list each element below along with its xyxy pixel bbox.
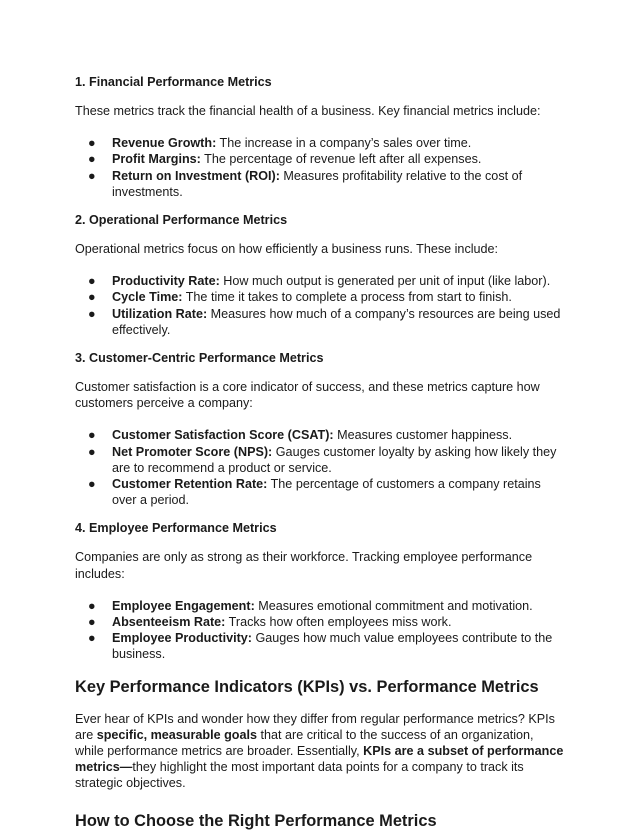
item-term: Customer Retention Rate: bbox=[112, 477, 268, 492]
item-desc: How much output is generated per unit of input (like labor). bbox=[219, 274, 551, 289]
choose-metrics-heading: How to Choose the Right Performance Metrics bbox=[75, 811, 437, 830]
section-intro: Operational metrics focus on how efficiently a business runs. These include: bbox=[75, 242, 499, 257]
list-item bbox=[75, 168, 565, 200]
section-heading: 1. Financial Performance Metrics bbox=[75, 75, 272, 89]
item-term: Utilization Rate: bbox=[112, 306, 208, 321]
section-heading: 2. Operational Performance Metrics bbox=[75, 213, 288, 228]
bullet-list bbox=[75, 135, 565, 200]
bullet-list bbox=[75, 598, 565, 663]
bullet-icon: ● bbox=[88, 615, 96, 630]
item-term: Revenue Growth: bbox=[112, 136, 217, 151]
kpi-bold-2: KPIs are a subset of performance metrics— bbox=[75, 744, 564, 775]
item-term: Profit Margins: bbox=[112, 152, 201, 167]
list-item bbox=[75, 598, 565, 614]
item-desc: Measures customer happiness. bbox=[333, 428, 513, 443]
item-desc: Tracks how often employees miss work. bbox=[225, 615, 452, 630]
list-item bbox=[75, 273, 565, 289]
bullet-list bbox=[75, 273, 565, 338]
bullet-icon: ● bbox=[88, 306, 96, 321]
item-desc: Gauges customer loyalty by asking how likely they are to recommend a product or service. bbox=[112, 444, 557, 475]
kpi-section-heading: Key Performance Indicators (KPIs) vs. Performance Metrics bbox=[75, 677, 539, 696]
item-term: Customer Satisfaction Score (CSAT): bbox=[112, 428, 334, 443]
item-term: Return on Investment (ROI): bbox=[112, 168, 280, 183]
list-item bbox=[75, 630, 565, 662]
bullet-icon: ● bbox=[88, 136, 96, 151]
list-item bbox=[75, 151, 565, 167]
section-intro: Customer satisfaction is a core indicator of success, and these metrics capture how customers perceive a company: bbox=[75, 380, 540, 411]
list-item bbox=[75, 289, 565, 305]
item-desc: Measures profitability relative to the cost of investments. bbox=[112, 168, 523, 199]
bullet-icon: ● bbox=[88, 598, 96, 613]
item-term: Productivity Rate: bbox=[112, 274, 220, 289]
list-item bbox=[75, 614, 565, 630]
document-page bbox=[75, 74, 565, 832]
bullet-icon: ● bbox=[88, 444, 96, 459]
kpi-text-1: Ever hear of KPIs and wonder how they differ from regular performance metrics? KPIs are bbox=[75, 711, 555, 742]
bullet-icon: ● bbox=[88, 274, 96, 289]
kpi-bold-1: specific, measurable goals bbox=[96, 727, 257, 742]
kpi-text-3: they highlight the most important data points for a company to track its strategic objectives. bbox=[75, 760, 524, 791]
section-heading: 4. Employee Performance Metrics bbox=[75, 521, 277, 536]
bullet-icon: ● bbox=[88, 477, 96, 492]
list-item bbox=[75, 427, 565, 443]
item-desc: The percentage of revenue left after all expenses. bbox=[200, 152, 482, 167]
item-term: Employee Engagement: bbox=[112, 598, 255, 613]
item-desc: Measures emotional commitment and motivation. bbox=[254, 598, 533, 613]
section-heading: 3. Customer-Centric Performance Metrics bbox=[75, 351, 324, 366]
list-item bbox=[75, 476, 565, 508]
bullet-icon: ● bbox=[88, 631, 96, 646]
bullet-icon: ● bbox=[88, 152, 96, 167]
bullet-list bbox=[75, 427, 565, 508]
section-intro: Companies are only as strong as their workforce. Tracking employee performance includes: bbox=[75, 550, 533, 581]
section-intro: These metrics track the financial health of a business. Key financial metrics include: bbox=[75, 104, 541, 118]
item-term: Net Promoter Score (NPS): bbox=[112, 444, 273, 459]
item-desc: The time it takes to complete a process from start to finish. bbox=[182, 290, 512, 305]
item-desc: Gauges how much value employees contribute to the business. bbox=[112, 631, 553, 662]
item-term: Cycle Time: bbox=[112, 290, 183, 305]
item-desc: Measures how much of a company’s resources are being used effectively. bbox=[112, 306, 561, 337]
list-item bbox=[75, 306, 565, 338]
bullet-icon: ● bbox=[88, 428, 96, 443]
bullet-icon: ● bbox=[88, 168, 96, 183]
item-desc: The percentage of customers a company retains over a period. bbox=[112, 477, 541, 508]
item-desc: The increase in a company’s sales over time. bbox=[216, 136, 472, 151]
item-term: Employee Productivity: bbox=[112, 631, 252, 646]
item-term: Absenteeism Rate: bbox=[112, 615, 226, 630]
list-item bbox=[75, 135, 565, 151]
bullet-icon: ● bbox=[88, 290, 96, 305]
kpi-paragraph bbox=[75, 711, 565, 792]
list-item bbox=[75, 444, 565, 476]
kpi-text-2: that are critical to the success of an organization, while performance metrics are broader. Essentially, bbox=[75, 727, 534, 759]
